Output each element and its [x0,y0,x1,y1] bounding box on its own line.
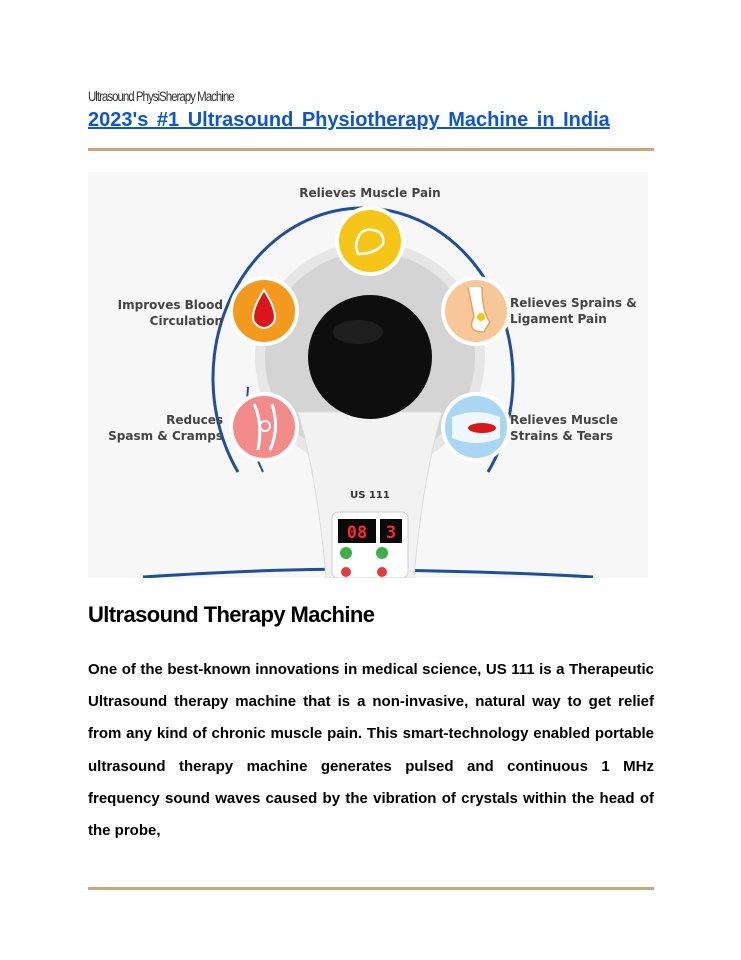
section-title: Ultrasound Therapy Machine [88,602,375,627]
product-benefits-figure [88,172,648,578]
benefit-label-strains-2: Strains & Tears [510,429,613,443]
display-left-value: 08 [346,523,368,543]
benefit-label-blood-1: Improves Blood [117,298,223,312]
document-header-title: Ultrasound PhysiSherapy Machine [88,88,234,104]
benefit-label-sprains-2: Ligament Pain [510,312,607,326]
flexed-arm-icon [339,210,401,272]
benefit-label-spasm-1: Reduces [166,413,223,427]
top-divider [88,148,654,151]
knee-icon [233,396,295,458]
benefit-label-sprains-1: Relieves Sprains & [510,296,637,310]
mode-button-icon [376,547,388,559]
section-body-text: One of the best-known innovations in medical science, US 111 is a Therapeutic Ultrasound therapy machine that is a non-invasive, natural way to get relief from any kind of chronic muscle pain. This smart-technology enabled portable ultrasound therapy machine generates pulsed and continuous 1 MHz frequency sound waves caused by the vibration of crystals within the head of the probe, [88,661,654,840]
device-model-label: US 111 [350,490,390,501]
down-button-icon [341,567,351,577]
bottom-divider [88,887,654,890]
benefit-label-spasm-2: Spasm & Cramps [108,429,223,443]
benefit-label-muscle-pain: Relieves Muscle Pain [299,186,441,200]
power-button-icon [340,547,352,559]
up-button-icon [377,567,387,577]
benefit-label-strains-1: Relieves Muscle [510,413,619,427]
page-title-link[interactable]: 2023's #1 Ultrasound Physiotherapy Machine in India [88,109,610,131]
transducer-head-icon [308,295,432,419]
benefit-label-blood-2: Circulation [149,314,223,328]
display-right-value: 3 [385,523,397,543]
